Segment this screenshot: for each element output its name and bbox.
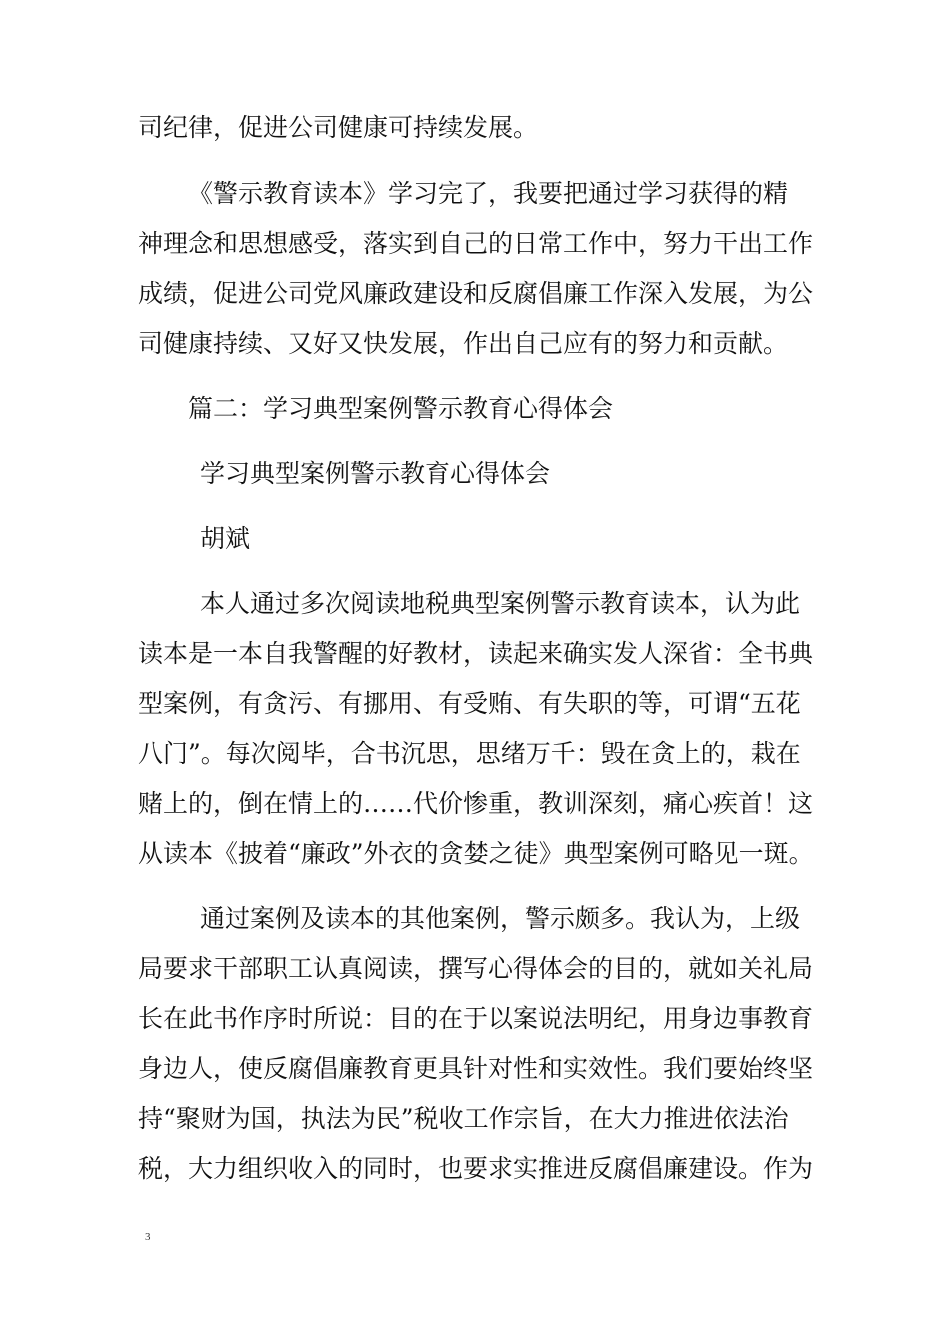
text-line: 长在此书作序时所说：目的在于以案说法明纪，用身边事教育 <box>138 1004 814 1033</box>
text-line: 成绩，促进公司党风廉政建设和反腐倡廉工作深入发展，为公 <box>138 279 814 308</box>
author-name: 胡斌 <box>200 524 251 553</box>
text-line: 司健康持续、又好又快发展，作出自己应有的努力和贡献。 <box>138 329 789 358</box>
text-line: 读本是一本自我警醒的好教材，读起来确实发人深省：全书典 <box>138 639 814 668</box>
text-line: 赌上的，倒在情上的……代价惨重，教训深刻，痛心疾首！这 <box>138 789 814 818</box>
text-line: 从读本《披着“廉政”外衣的贪婪之徒》典型案例可略见一斑。 <box>138 839 814 868</box>
text-line: 局要求干部职工认真阅读，撰写心得体会的目的，就如关礼局 <box>138 954 814 983</box>
section-heading: 篇二：学习典型案例警示教育心得体会 <box>188 394 614 423</box>
text-line: 神理念和思想感受，落实到自己的日常工作中，努力干出工作 <box>138 229 814 258</box>
page-number: 3 <box>145 1231 151 1243</box>
article-title: 学习典型案例警示教育心得体会 <box>200 459 551 488</box>
text-line: 《警示教育读本》学习完了，我要把通过学习获得的精 <box>188 179 789 208</box>
text-line: 通过案例及读本的其他案例，警示颇多。我认为，上级 <box>200 904 801 933</box>
text-line: 司纪律，促进公司健康可持续发展。 <box>138 113 539 142</box>
text-line: 持“聚财为国，执法为民”税收工作宗旨，在大力推进依法治 <box>138 1104 789 1133</box>
text-line: 身边人，使反腐倡廉教育更具针对性和实效性。我们要始终坚 <box>138 1054 814 1083</box>
text-line: 型案例，有贪污、有挪用、有受贿、有失职的等，可谓“五花 <box>138 689 801 718</box>
text-line: 本人通过多次阅读地税典型案例警示教育读本，认为此 <box>200 589 801 618</box>
text-line: 税，大力组织收入的同时，也要求实推进反腐倡廉建设。作为 <box>138 1154 814 1183</box>
text-line: 八门”。每次阅毕，合书沉思，思绪万千：毁在贪上的，栽在 <box>138 739 801 768</box>
